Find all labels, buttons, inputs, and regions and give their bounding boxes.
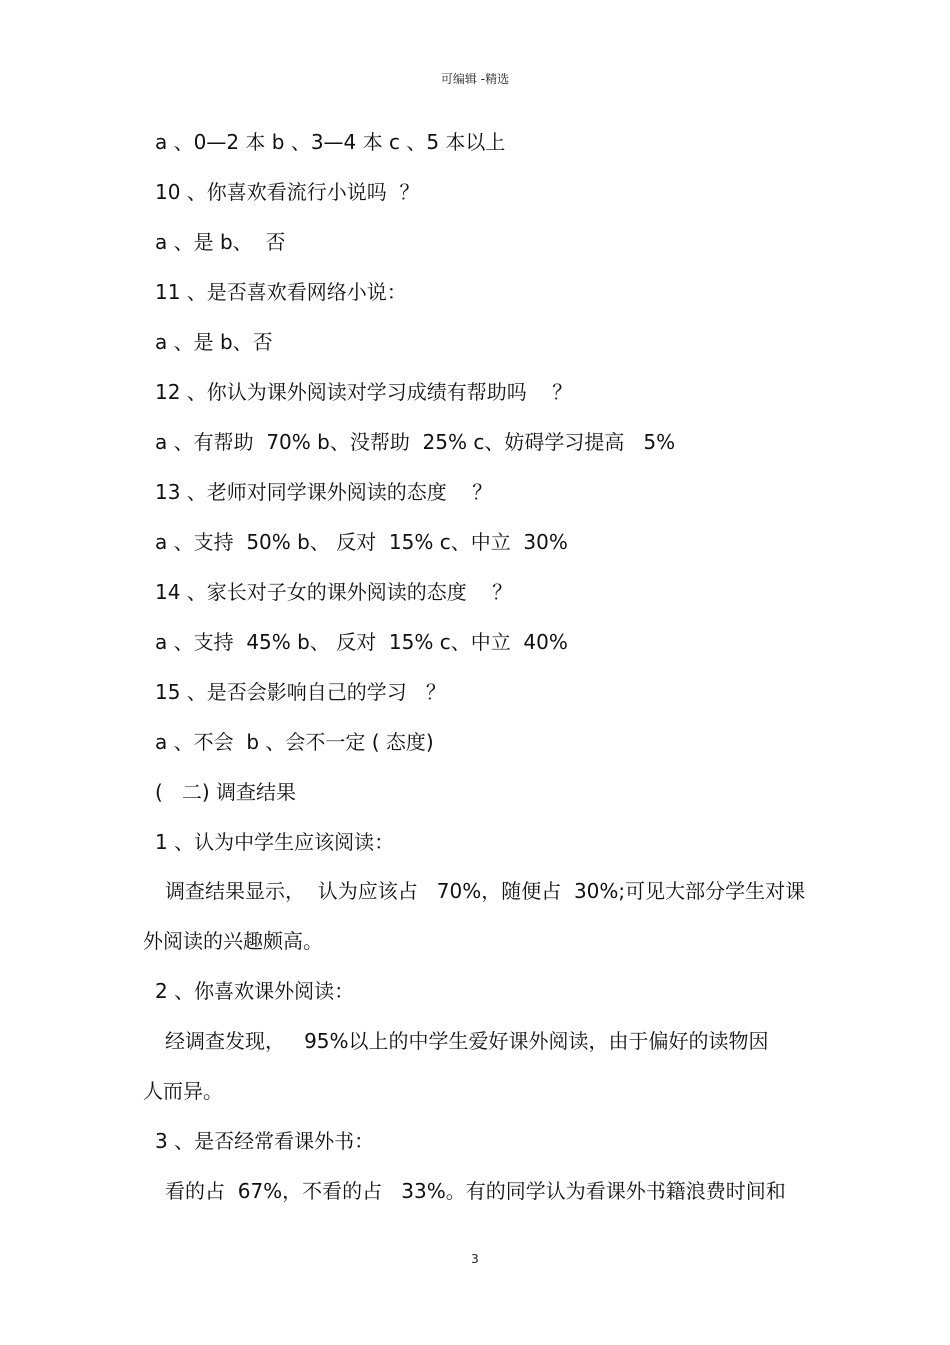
result-heading: 2 、你喜欢课外阅读： [155, 979, 355, 1003]
question-line: 11 、是否喜欢看网络小说： [155, 280, 407, 304]
answer-line: a 、有帮助 70% b、没帮助 25% c、妨碍学习提高 5% [155, 430, 676, 454]
question-line: 13 、老师对同学课外阅读的态度 ？ [155, 480, 493, 504]
question-line: 14 、家长对子女的课外阅读的态度 ？ [155, 580, 513, 604]
section-heading: ( 二) 调查结果 [155, 780, 297, 804]
paragraph-line: 经调查发现， 95%以上的中学生爱好课外阅读，由于偏好的读物因 [165, 1029, 769, 1053]
result-heading: 1 、认为中学生应该阅读： [155, 830, 395, 854]
paragraph-line: 外阅读的兴趣颇高。 [143, 929, 323, 953]
answer-line: a 、支持 50% b、 反对 15% c、中立 30% [155, 530, 568, 554]
question-line: 10 、你喜欢看流行小说吗 ？ [155, 180, 420, 204]
text-line: a 、0—2 本 b 、3—4 本 c 、5 本以上 [155, 130, 506, 154]
result-heading: 3 、是否经常看课外书： [155, 1129, 375, 1153]
answer-line: a 、支持 45% b、 反对 15% c、中立 40% [155, 630, 568, 654]
paragraph-line: 调查结果显示， 认为应该占 70%，随便占 30%;可见大部分学生对课 [165, 879, 806, 903]
answer-line: a 、是 b、 否 [155, 230, 286, 254]
question-line: 15 、是否会影响自己的学习 ？ [155, 680, 446, 704]
page-header: 可编辑 -精选 [440, 72, 510, 86]
question-line: 12 、你认为课外阅读对学习成绩有帮助吗 ？ [155, 380, 573, 404]
paragraph-line: 人而异。 [143, 1079, 223, 1103]
answer-line: a 、是 b、否 [155, 330, 273, 354]
page-number: 3 [471, 1252, 479, 1266]
answer-line: a 、不会 b 、会不一定 ( 态度) [155, 730, 434, 754]
paragraph-line: 看的占 67%，不看的占 33%。有的同学认为看课外书籍浪费时间和 [165, 1179, 786, 1203]
